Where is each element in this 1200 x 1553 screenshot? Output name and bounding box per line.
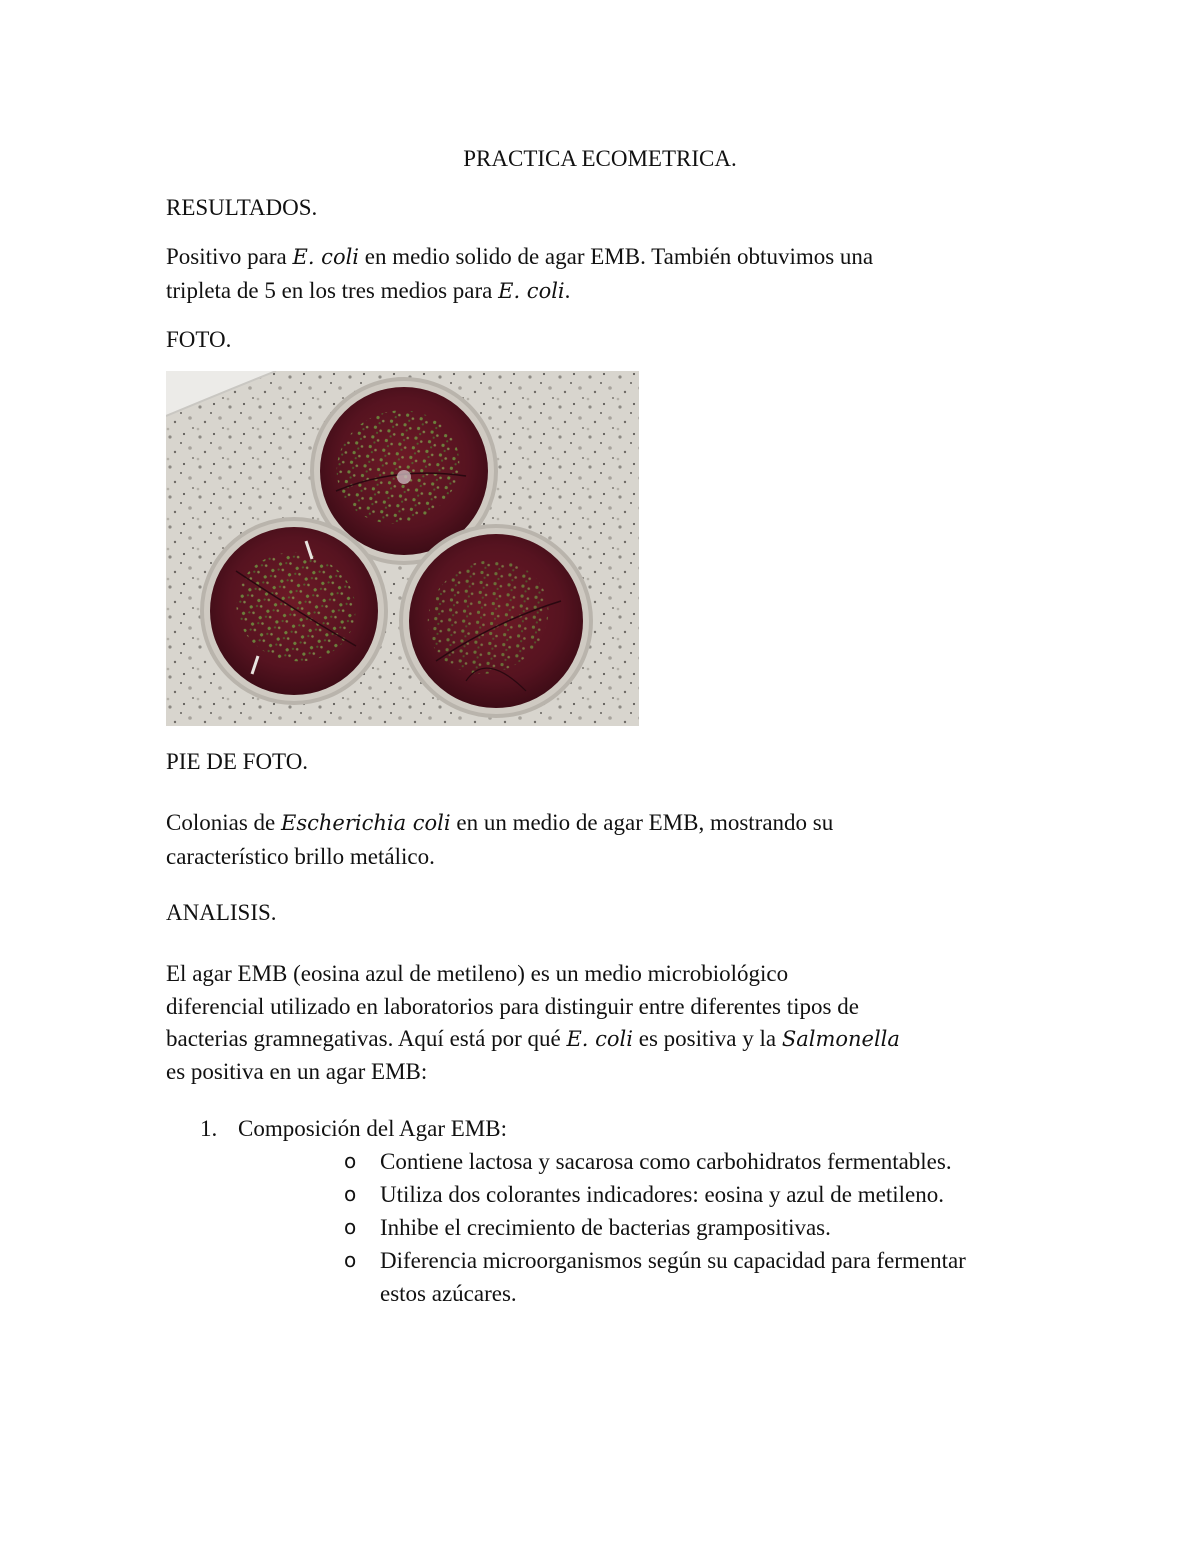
list-item [166,1112,966,1310]
sub-list-item: o Contiene lactosa y sacarosa como carbohidratos fermentables. [238,1145,966,1178]
caption-line-2: característico brillo metálico. [166,844,435,869]
sub-list-item: o Inhibe el crecimiento de bacterias grampositivas. [238,1211,966,1244]
resultados-heading: RESULTADOS. [166,195,318,220]
foto-heading: FOTO. [166,327,232,352]
pie-de-foto-heading: PIE DE FOTO. [166,749,309,774]
sub-list [238,1145,966,1310]
list-number: 1. [200,1116,218,1141]
document-title: PRACTICA ECOMETRICA. [463,146,737,171]
composition-list [166,1112,966,1310]
bullet-icon: o [344,1248,357,1272]
analisis-heading: ANALISIS. [166,900,277,925]
analisis-line-1: El agar EMB (eosina azul de metileno) es un medio microbiológico [166,961,789,986]
petri-dish-photo [166,371,639,726]
list-item-label: Composición del Agar EMB: [238,1116,507,1141]
bullet-icon: o [344,1182,357,1206]
sub-list-item-continuation: estos azúcares. [380,1281,517,1306]
analisis-line-4: es positiva en un agar EMB: [166,1059,428,1084]
resultados-line-1: Positivo para E. coli en medio solido de agar EMB. También obtuvimos una [166,244,874,269]
analisis-line-2: diferencial utilizado en laboratorios para distinguir entre diferentes tipos de [166,994,859,1019]
sub-list-item: o Utiliza dos colorantes indicadores: eosina y azul de metileno. [238,1178,966,1211]
resultados-line-2: tripleta de 5 en los tres medios para E. coli. [166,278,571,303]
analisis-line-3: bacterias gramnegativas. Aquí está por qué E. coli es positiva y la Salmonella [166,1026,900,1051]
bullet-icon: o [344,1215,357,1239]
caption-line-1: Colonias de Escherichia coli en un medio de agar EMB, mostrando su [166,810,834,835]
sub-list-item: o Diferencia microorganismos según su capacidad para fermentar [238,1244,966,1277]
bullet-icon: o [344,1149,357,1173]
